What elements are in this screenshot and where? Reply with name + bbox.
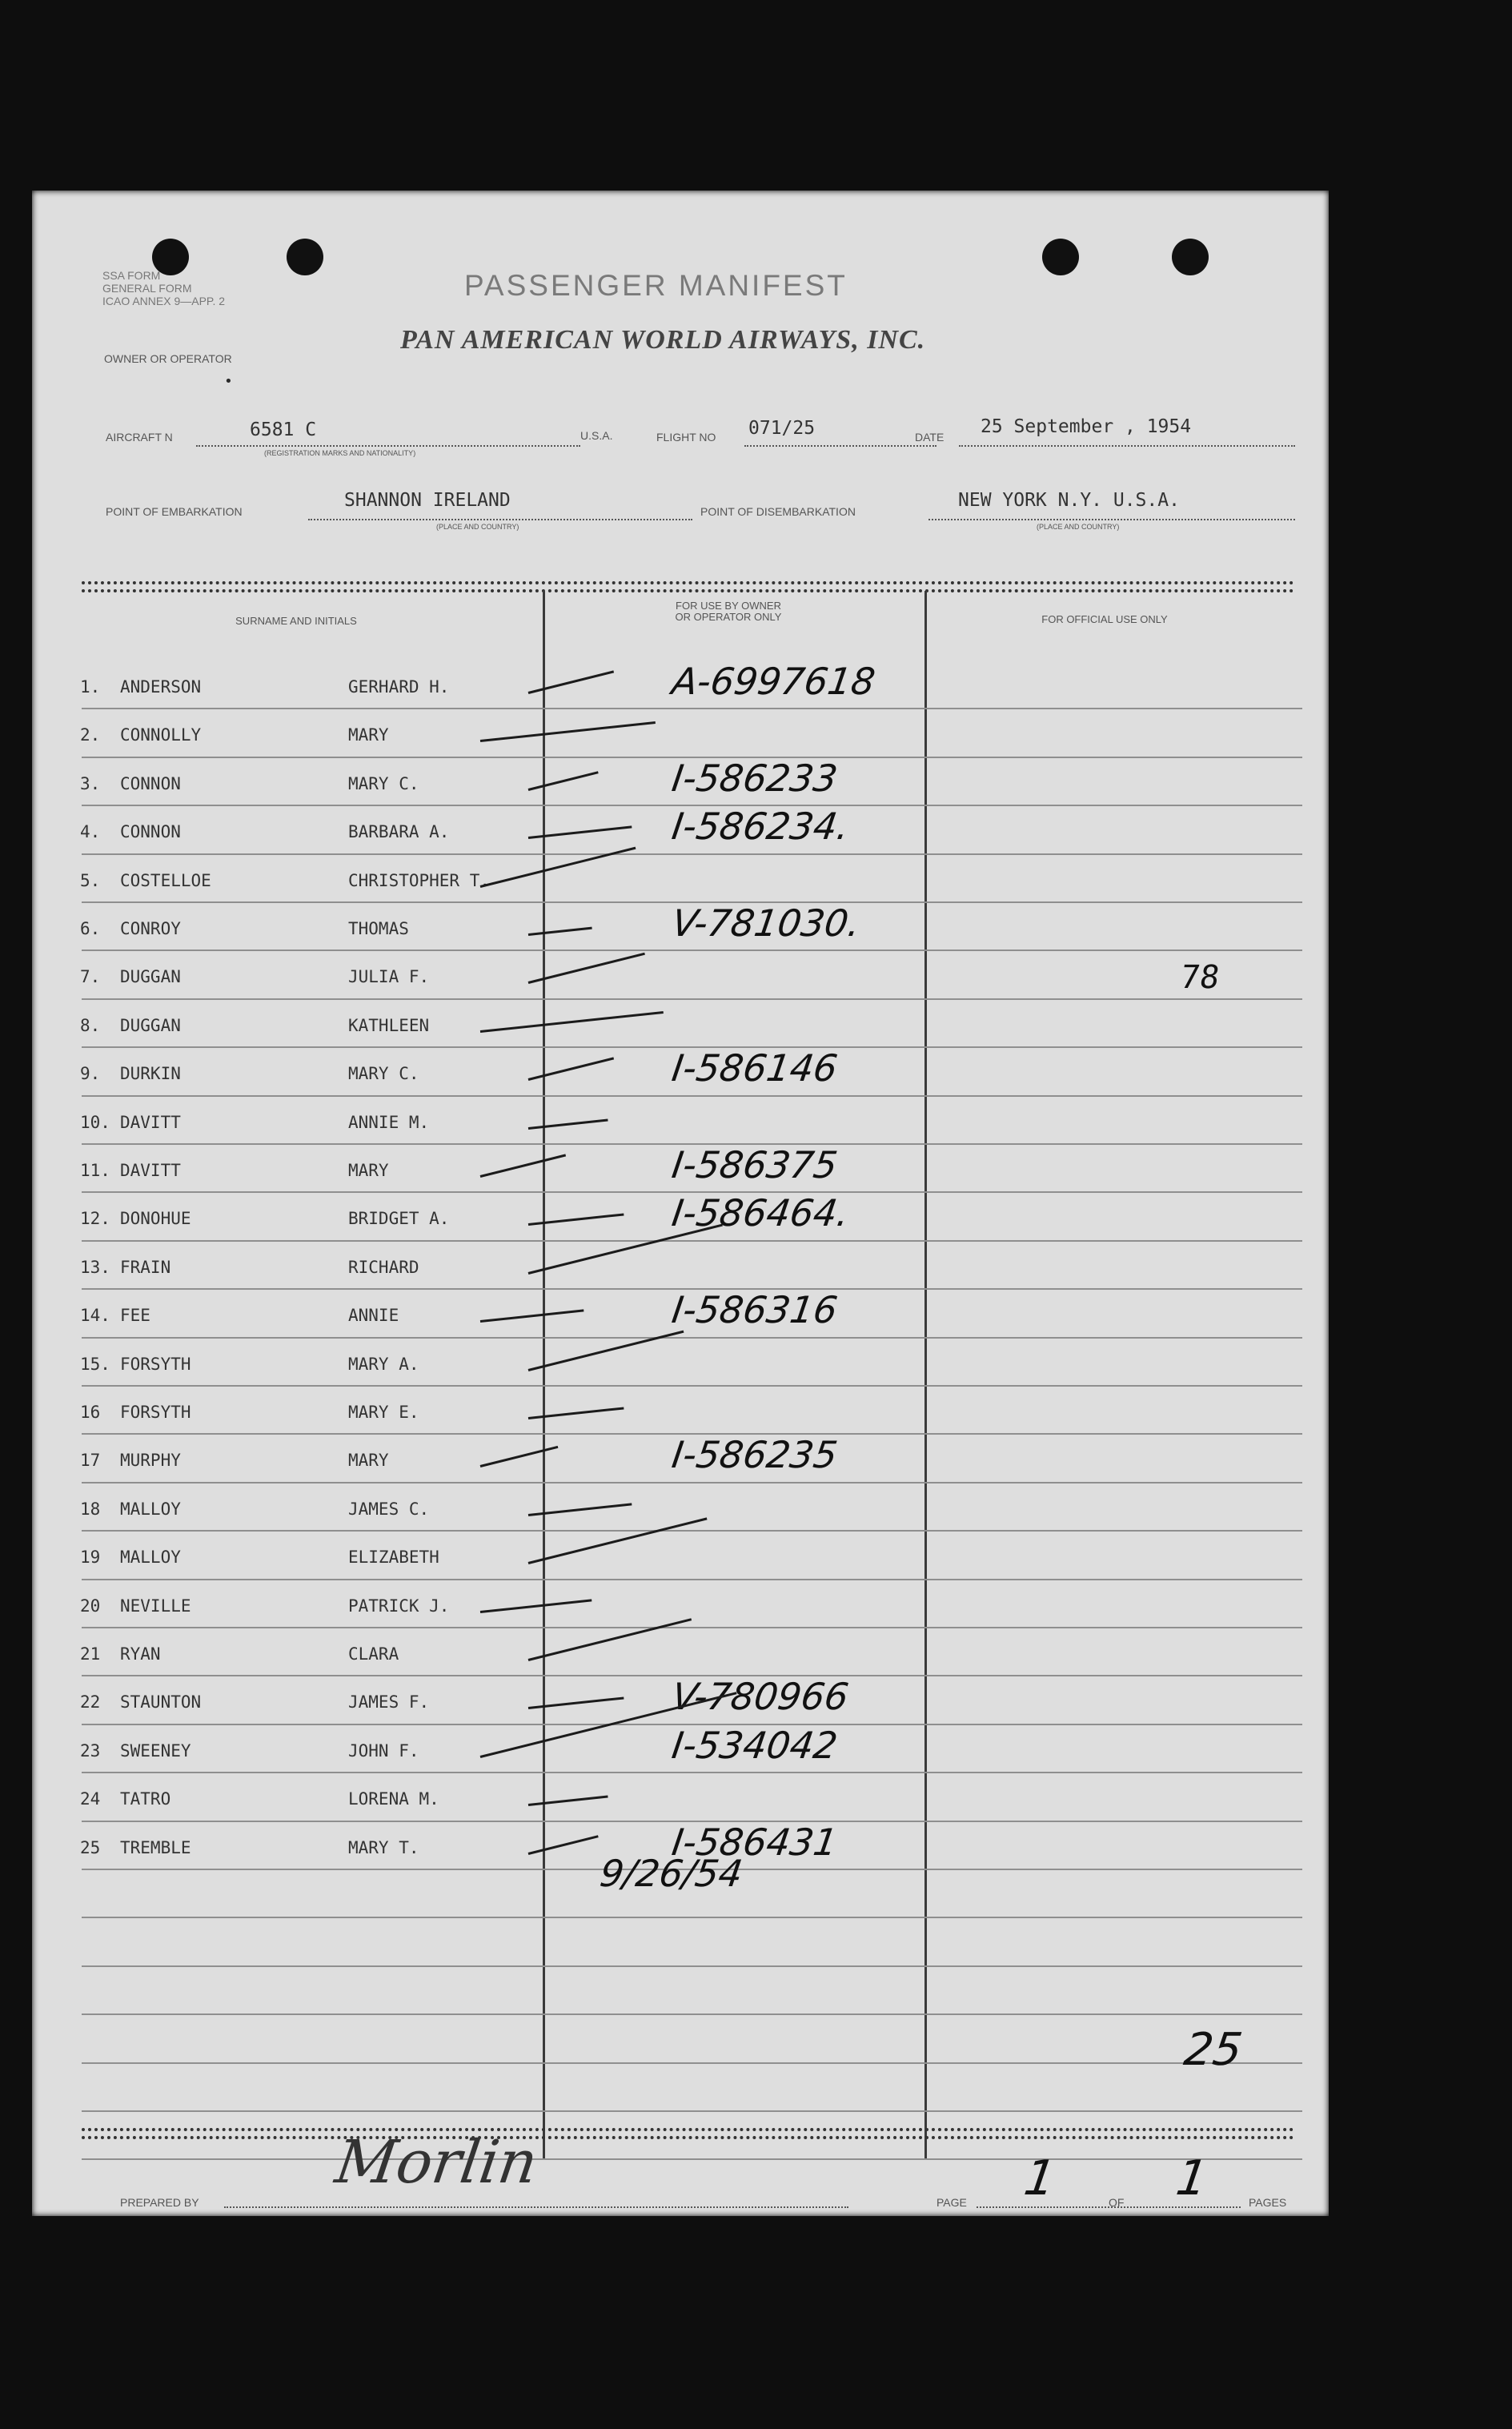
passenger-surname: DURKIN bbox=[120, 1064, 181, 1084]
passenger-given-name: LORENA M. bbox=[348, 1789, 439, 1809]
check-mark bbox=[480, 721, 656, 742]
row-rule bbox=[82, 950, 1302, 951]
column-header-official: FOR OFFICIAL USE ONLY bbox=[1041, 613, 1168, 625]
passenger-given-name: MARY bbox=[348, 725, 389, 745]
row-number: 12. bbox=[80, 1209, 110, 1229]
operator-note: I-586235 bbox=[669, 1433, 840, 1477]
operator-note: I-586316 bbox=[669, 1288, 840, 1332]
punch-hole bbox=[287, 239, 323, 275]
check-mark bbox=[480, 1011, 664, 1033]
operator-note: I-586375 bbox=[669, 1143, 840, 1186]
row-number: 19 bbox=[80, 1548, 101, 1568]
passenger-surname: CONNON bbox=[120, 773, 181, 793]
handwritten-date: 9/26/54 bbox=[597, 1852, 746, 1895]
row-number: 6. bbox=[80, 919, 101, 938]
row-rule bbox=[82, 708, 1302, 709]
passenger-given-name: MARY C. bbox=[348, 1064, 419, 1084]
aircraft-value: 6581 C bbox=[250, 420, 317, 440]
passenger-surname: MALLOY bbox=[120, 1499, 181, 1519]
page-number: 1 bbox=[1021, 2150, 1060, 2206]
passenger-given-name: JAMES C. bbox=[348, 1499, 430, 1519]
passenger-given-name: JAMES F. bbox=[348, 1692, 430, 1712]
row-number: 8. bbox=[80, 1015, 101, 1035]
row-rule bbox=[82, 1385, 1302, 1387]
row-rule bbox=[82, 2158, 1302, 2160]
row-rule bbox=[82, 1772, 1302, 1773]
embarkation-label: POINT OF EMBARKATION bbox=[106, 505, 243, 518]
passenger-surname: CONNOLLY bbox=[120, 725, 202, 745]
passenger-surname: FRAIN bbox=[120, 1257, 171, 1277]
operator-note: I-586146 bbox=[669, 1046, 840, 1090]
company-name: PAN AMERICAN WORLD AIRWAYS, INC. bbox=[400, 325, 926, 355]
passenger-surname: MALLOY bbox=[120, 1548, 181, 1568]
page-total: 1 bbox=[1173, 2150, 1212, 2206]
check-mark bbox=[480, 1154, 566, 1178]
flight-label: FLIGHT NO bbox=[656, 431, 716, 444]
operator-note: V-780966 bbox=[669, 1675, 852, 1719]
row-number: 9. bbox=[80, 1064, 101, 1084]
passenger-given-name: MARY C. bbox=[348, 773, 419, 793]
column-header-owner: FOR USE BY OWNER OR OPERATOR ONLY bbox=[675, 600, 782, 623]
passenger-surname: STAUNTON bbox=[120, 1692, 202, 1712]
passenger-given-name: KATHLEEN bbox=[348, 1015, 430, 1035]
passenger-given-name: BARBARA A. bbox=[348, 822, 450, 842]
page-label: PAGE bbox=[936, 2196, 967, 2209]
check-mark bbox=[528, 1835, 599, 1855]
usa-label: U.S.A. bbox=[580, 429, 613, 442]
manifest-title: PASSENGER MANIFEST bbox=[464, 269, 848, 302]
operator-note: I-586233 bbox=[669, 756, 840, 800]
row-number: 21 bbox=[80, 1644, 101, 1664]
embarkation-value: SHANNON IRELAND bbox=[344, 490, 511, 511]
row-number: 3. bbox=[80, 773, 101, 793]
of-label: OF bbox=[1109, 2196, 1125, 2209]
passenger-given-name: MARY T. bbox=[348, 1837, 419, 1857]
passenger-surname: DAVITT bbox=[120, 1112, 181, 1132]
passenger-given-name: JULIA F. bbox=[348, 967, 430, 987]
check-mark bbox=[528, 1118, 608, 1129]
owner-label: OWNER OR OPERATOR bbox=[104, 352, 232, 365]
check-mark bbox=[528, 1518, 708, 1565]
row-rule bbox=[82, 1965, 1302, 1967]
passenger-surname: CONNON bbox=[120, 822, 181, 842]
row-number: 13. bbox=[80, 1257, 110, 1277]
row-rule bbox=[82, 1240, 1302, 1242]
row-number: 25 bbox=[80, 1837, 101, 1857]
passenger-given-name: THOMAS bbox=[348, 919, 409, 938]
check-mark bbox=[528, 771, 599, 791]
row-number: 18 bbox=[80, 1499, 101, 1519]
row-number: 22 bbox=[80, 1692, 101, 1712]
passenger-surname: TATRO bbox=[120, 1789, 171, 1809]
passenger-surname: ANDERSON bbox=[120, 677, 202, 697]
check-mark bbox=[528, 670, 614, 694]
row-rule bbox=[82, 1627, 1302, 1628]
passenger-given-name: RICHARD bbox=[348, 1257, 419, 1277]
passenger-given-name: PATRICK J. bbox=[348, 1596, 450, 1616]
signature: Morlin bbox=[331, 2128, 542, 2197]
prepared-label: PREPARED BY bbox=[120, 2196, 199, 2209]
passenger-surname: DUGGAN bbox=[120, 967, 181, 987]
row-rule bbox=[82, 1095, 1302, 1097]
row-number: 24 bbox=[80, 1789, 101, 1809]
passenger-given-name: MARY A. bbox=[348, 1354, 419, 1374]
aircraft-label: AIRCRAFT N bbox=[106, 431, 173, 444]
row-number: 15. bbox=[80, 1354, 110, 1374]
row-rule bbox=[82, 2110, 1302, 2112]
row-number: 11. bbox=[80, 1161, 110, 1180]
passenger-surname: RYAN bbox=[120, 1644, 161, 1664]
row-number: 1. bbox=[80, 677, 101, 697]
passenger-given-name: ANNIE bbox=[348, 1306, 399, 1326]
operator-note: I-586234. bbox=[669, 805, 852, 849]
punch-hole bbox=[1042, 239, 1079, 275]
check-mark bbox=[528, 1223, 723, 1274]
passenger-surname: DONOHUE bbox=[120, 1209, 191, 1229]
official-note: 78 bbox=[1177, 959, 1222, 996]
row-rule bbox=[82, 1917, 1302, 1918]
row-number: 16 bbox=[80, 1403, 101, 1422]
passenger-given-name: JOHN F. bbox=[348, 1740, 419, 1761]
passenger-surname: MURPHY bbox=[120, 1451, 181, 1471]
column-header-name: SURNAME AND INITIALS bbox=[235, 615, 357, 627]
operator-note: I-586464. bbox=[669, 1191, 852, 1235]
check-mark bbox=[528, 1058, 614, 1082]
check-mark bbox=[528, 953, 645, 984]
row-number: 5. bbox=[80, 870, 101, 890]
passenger-given-name: MARY bbox=[348, 1161, 389, 1180]
check-mark bbox=[480, 1310, 584, 1323]
passenger-surname: SWEENEY bbox=[120, 1740, 191, 1761]
passenger-surname: FORSYTH bbox=[120, 1354, 191, 1374]
row-rule bbox=[82, 998, 1302, 1000]
row-rule bbox=[82, 1337, 1302, 1339]
disembarkation-label: POINT OF DISEMBARKATION bbox=[700, 505, 856, 518]
passenger-surname: DAVITT bbox=[120, 1161, 181, 1180]
row-number: 17 bbox=[80, 1451, 101, 1471]
row-rule bbox=[82, 2062, 1302, 2064]
row-rule bbox=[82, 1530, 1302, 1532]
passenger-given-name: MARY bbox=[348, 1451, 389, 1471]
disembarkation-value: NEW YORK N.Y. U.S.A. bbox=[958, 490, 1180, 511]
row-rule bbox=[82, 1482, 1302, 1483]
passenger-surname: TREMBLE bbox=[120, 1837, 191, 1857]
row-number: 20 bbox=[80, 1596, 101, 1616]
form-number: SSA FORM GENERAL FORM ICAO ANNEX 9—APP. 2 bbox=[102, 269, 226, 307]
check-mark bbox=[528, 1796, 608, 1806]
operator-note: V-781030. bbox=[669, 901, 864, 945]
row-number: 10. bbox=[80, 1112, 110, 1132]
row-number: 14. bbox=[80, 1306, 110, 1326]
row-number: 23 bbox=[80, 1740, 101, 1761]
passenger-surname: FORSYTH bbox=[120, 1403, 191, 1422]
passenger-given-name: CLARA bbox=[348, 1644, 399, 1664]
check-mark bbox=[528, 927, 592, 936]
row-number: 7. bbox=[80, 967, 101, 987]
passenger-surname: COSTELLOE bbox=[120, 870, 211, 890]
passenger-surname: FEE bbox=[120, 1306, 150, 1326]
check-mark bbox=[480, 1446, 559, 1467]
operator-note: A-6997618 bbox=[669, 660, 878, 703]
row-number: 4. bbox=[80, 822, 101, 842]
passenger-given-name: BRIDGET A. bbox=[348, 1209, 450, 1229]
passenger-given-name: MARY E. bbox=[348, 1403, 419, 1422]
date-label: DATE bbox=[915, 431, 944, 444]
check-mark bbox=[480, 1599, 592, 1613]
manifest-page: SSA FORM GENERAL FORM ICAO ANNEX 9—APP. 2 PASSENGER MANIFEST PAN AMERICAN WORLD AIRWAYS, INC. OWNER OR OPERATOR • AIRCRAFT N 6581 C (REGISTRATION MARKS AND NATIONALITY) U.S.A. FLIGHT NO 071/25 DATE 25 September , 1954 POINT OF EMBARKATION SHANNON IRELAND (PLACE AND COUNTRY) POINT OF DISEMBARKATION NEW YORK N.Y. U.S.A. (PLACE AND COUNTRY) SURNAME AND INITIALS FOR USE BY OWNER OR OPERATOR ONLY FOR OFFICIAL USE ONLY 1. ANDERSON GERHARD H. A-6997618 2. CONNOLLY MARY 3. CONNON MARY C. I-586233 4. CONNON BARBARA A. I-586234. 5. COSTELLOE CHRISTOPHER T. 6. CONROY THOMAS V-781030. 7. DUGGAN JULIA F. 8. DUGGAN KATHLEEN 9. DURKIN MARY C. I-586146 10. DAVITT ANNIE M. 11. DAVITT MARY I-586375 12. DONOHUE BRIDGET A. I-586464. 13. FRAIN RICHARD 14. FEE ANNIE I-586316 15. FORSYTH MARY A. 16 FORSYTH MARY E. 17 MURPHY MARY I-586235 18 MALLOY JAMES C. 19 MALLOY ELIZABETH 20 NEVILLE PATRICK J. 21 RYAN CLARA 22 STAUNTON JAMES F. V-780966 23 SWEENEY JOHN F. I-534042 24 TATRO LORENA M. 25 TREMBLE MARY T. I-586431 78 9/26/54 25 PREPARED BY Morlin PAGE OF PAGES 1 1 bbox=[32, 191, 1329, 2216]
check-mark bbox=[528, 1618, 692, 1661]
passenger-given-name: GERHARD H. bbox=[348, 677, 450, 697]
operator-note: I-534042 bbox=[669, 1723, 840, 1767]
passenger-surname: CONROY bbox=[120, 919, 181, 938]
passenger-given-name: ANNIE M. bbox=[348, 1112, 430, 1132]
pages-label: PAGES bbox=[1249, 2196, 1287, 2209]
row-rule bbox=[82, 2013, 1302, 2015]
passenger-given-name: ELIZABETH bbox=[348, 1548, 439, 1568]
date-value: 25 September , 1954 bbox=[981, 416, 1192, 437]
passenger-surname: DUGGAN bbox=[120, 1015, 181, 1035]
punch-hole bbox=[1172, 239, 1209, 275]
handwritten-total: 25 bbox=[1181, 2024, 1245, 2076]
row-rule bbox=[82, 1579, 1302, 1580]
row-number: 2. bbox=[80, 725, 101, 745]
flight-value: 071/25 bbox=[748, 418, 816, 439]
passenger-given-name: CHRISTOPHER T. bbox=[348, 870, 491, 890]
operator-note: I-586431 bbox=[669, 1820, 840, 1864]
passenger-surname: NEVILLE bbox=[120, 1596, 191, 1616]
row-rule bbox=[82, 853, 1302, 855]
